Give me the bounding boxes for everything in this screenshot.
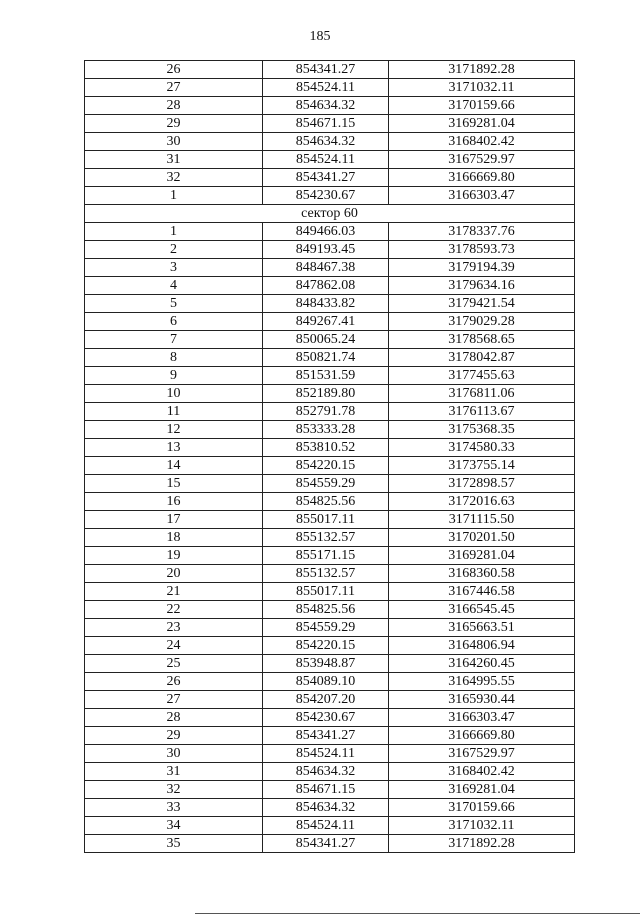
point-number-cell: 10 — [85, 385, 263, 403]
x-coordinate-cell: 855017.11 — [263, 511, 389, 529]
table-row — [85, 817, 575, 835]
y-coordinate-cell: 3169281.04 — [389, 115, 575, 133]
point-number-cell: 4 — [85, 277, 263, 295]
point-number-cell: 23 — [85, 619, 263, 637]
table-row — [85, 745, 575, 763]
point-number-cell: 26 — [85, 673, 263, 691]
x-coordinate-cell: 854341.27 — [263, 169, 389, 187]
table-row — [85, 799, 575, 817]
point-number-cell: 7 — [85, 331, 263, 349]
x-coordinate-cell: 854559.29 — [263, 475, 389, 493]
point-number-cell: 2 — [85, 241, 263, 259]
y-coordinate-cell: 3178593.73 — [389, 241, 575, 259]
point-number-cell: 33 — [85, 799, 263, 817]
x-coordinate-cell: 854341.27 — [263, 727, 389, 745]
point-number-cell: 31 — [85, 763, 263, 781]
point-number-cell: 25 — [85, 655, 263, 673]
y-coordinate-cell: 3165663.51 — [389, 619, 575, 637]
x-coordinate-cell: 854671.15 — [263, 115, 389, 133]
table-row — [85, 79, 575, 97]
x-coordinate-cell: 854825.56 — [263, 493, 389, 511]
point-number-cell: 29 — [85, 727, 263, 745]
table-row — [85, 115, 575, 133]
x-coordinate-cell: 853333.28 — [263, 421, 389, 439]
table-row — [85, 709, 575, 727]
point-number-cell: 1 — [85, 187, 263, 205]
y-coordinate-cell: 3176811.06 — [389, 385, 575, 403]
point-number-cell: 17 — [85, 511, 263, 529]
x-coordinate-cell: 854341.27 — [263, 61, 389, 79]
y-coordinate-cell: 3171892.28 — [389, 61, 575, 79]
y-coordinate-cell: 3177455.63 — [389, 367, 575, 385]
point-number-cell: 30 — [85, 133, 263, 151]
sector-label: сектор 60 — [85, 205, 575, 223]
table-row — [85, 727, 575, 745]
table-row — [85, 565, 575, 583]
x-coordinate-cell: 855132.57 — [263, 529, 389, 547]
x-coordinate-cell: 854524.11 — [263, 745, 389, 763]
x-coordinate-cell: 852791.78 — [263, 403, 389, 421]
y-coordinate-cell: 3168402.42 — [389, 133, 575, 151]
point-number-cell: 31 — [85, 151, 263, 169]
table-row — [85, 241, 575, 259]
y-coordinate-cell: 3167446.58 — [389, 583, 575, 601]
point-number-cell: 28 — [85, 97, 263, 115]
table-row — [85, 619, 575, 637]
y-coordinate-cell: 3164806.94 — [389, 637, 575, 655]
table-row — [85, 673, 575, 691]
table-row — [85, 529, 575, 547]
table-row — [85, 223, 575, 241]
table-row — [85, 493, 575, 511]
x-coordinate-cell: 853948.87 — [263, 655, 389, 673]
table-row — [85, 133, 575, 151]
x-coordinate-cell: 854207.20 — [263, 691, 389, 709]
point-number-cell: 29 — [85, 115, 263, 133]
table-row — [85, 97, 575, 115]
table-row — [85, 313, 575, 331]
table-row — [85, 583, 575, 601]
point-number-cell: 34 — [85, 817, 263, 835]
x-coordinate-cell: 849466.03 — [263, 223, 389, 241]
y-coordinate-cell: 3170201.50 — [389, 529, 575, 547]
point-number-cell: 8 — [85, 349, 263, 367]
point-number-cell: 11 — [85, 403, 263, 421]
y-coordinate-cell: 3168360.58 — [389, 565, 575, 583]
point-number-cell: 18 — [85, 529, 263, 547]
y-coordinate-cell: 3171892.28 — [389, 835, 575, 853]
x-coordinate-cell: 854825.56 — [263, 601, 389, 619]
x-coordinate-cell: 850821.74 — [263, 349, 389, 367]
table-row — [85, 637, 575, 655]
table-row — [85, 547, 575, 565]
x-coordinate-cell: 855171.15 — [263, 547, 389, 565]
y-coordinate-cell: 3167529.97 — [389, 745, 575, 763]
table-row — [85, 277, 575, 295]
sector-header-row — [85, 205, 575, 223]
x-coordinate-cell: 854634.32 — [263, 763, 389, 781]
point-number-cell: 16 — [85, 493, 263, 511]
x-coordinate-cell: 854230.67 — [263, 187, 389, 205]
table-row — [85, 331, 575, 349]
point-number-cell: 14 — [85, 457, 263, 475]
table-row — [85, 763, 575, 781]
x-coordinate-cell: 850065.24 — [263, 331, 389, 349]
table-row — [85, 187, 575, 205]
point-number-cell: 32 — [85, 781, 263, 799]
point-number-cell: 32 — [85, 169, 263, 187]
x-coordinate-cell: 851531.59 — [263, 367, 389, 385]
x-coordinate-cell: 854341.27 — [263, 835, 389, 853]
y-coordinate-cell: 3179421.54 — [389, 295, 575, 313]
page-number: 185 — [309, 29, 331, 44]
point-number-cell: 20 — [85, 565, 263, 583]
point-number-cell: 19 — [85, 547, 263, 565]
point-number-cell: 24 — [85, 637, 263, 655]
point-number-cell: 6 — [85, 313, 263, 331]
table-row — [85, 655, 575, 673]
table-row — [85, 421, 575, 439]
table-row — [85, 367, 575, 385]
point-number-cell: 30 — [85, 745, 263, 763]
point-number-cell: 35 — [85, 835, 263, 853]
y-coordinate-cell: 3166303.47 — [389, 709, 575, 727]
x-coordinate-cell: 854634.32 — [263, 799, 389, 817]
y-coordinate-cell: 3179194.39 — [389, 259, 575, 277]
table-row — [85, 349, 575, 367]
table-row — [85, 475, 575, 493]
x-coordinate-cell: 854220.15 — [263, 457, 389, 475]
y-coordinate-cell: 3169281.04 — [389, 781, 575, 799]
table-row — [85, 835, 575, 853]
point-number-cell: 12 — [85, 421, 263, 439]
x-coordinate-cell: 848467.38 — [263, 259, 389, 277]
x-coordinate-cell: 854671.15 — [263, 781, 389, 799]
x-coordinate-cell: 852189.80 — [263, 385, 389, 403]
table-row — [85, 439, 575, 457]
x-coordinate-cell: 849193.45 — [263, 241, 389, 259]
coordinates-table — [84, 60, 575, 853]
y-coordinate-cell: 3166545.45 — [389, 601, 575, 619]
y-coordinate-cell: 3171032.11 — [389, 817, 575, 835]
y-coordinate-cell: 3174580.33 — [389, 439, 575, 457]
x-coordinate-cell: 854524.11 — [263, 79, 389, 97]
point-number-cell: 27 — [85, 691, 263, 709]
y-coordinate-cell: 3173755.14 — [389, 457, 575, 475]
point-number-cell: 22 — [85, 601, 263, 619]
x-coordinate-cell: 853810.52 — [263, 439, 389, 457]
coordinates-table-body — [85, 61, 575, 853]
y-coordinate-cell: 3170159.66 — [389, 97, 575, 115]
table-row — [85, 61, 575, 79]
x-coordinate-cell: 854634.32 — [263, 133, 389, 151]
y-coordinate-cell: 3168402.42 — [389, 763, 575, 781]
point-number-cell: 26 — [85, 61, 263, 79]
table-row — [85, 151, 575, 169]
point-number-cell: 5 — [85, 295, 263, 313]
page-bottom-rule — [195, 913, 640, 914]
table-row — [85, 295, 575, 313]
point-number-cell: 27 — [85, 79, 263, 97]
y-coordinate-cell: 3166669.80 — [389, 727, 575, 745]
x-coordinate-cell: 854220.15 — [263, 637, 389, 655]
y-coordinate-cell: 3167529.97 — [389, 151, 575, 169]
x-coordinate-cell: 854089.10 — [263, 673, 389, 691]
x-coordinate-cell: 855132.57 — [263, 565, 389, 583]
y-coordinate-cell: 3164260.45 — [389, 655, 575, 673]
y-coordinate-cell: 3166669.80 — [389, 169, 575, 187]
y-coordinate-cell: 3171032.11 — [389, 79, 575, 97]
x-coordinate-cell: 854524.11 — [263, 151, 389, 169]
table-row — [85, 385, 575, 403]
y-coordinate-cell: 3172016.63 — [389, 493, 575, 511]
table-row — [85, 259, 575, 277]
point-number-cell: 1 — [85, 223, 263, 241]
y-coordinate-cell: 3172898.57 — [389, 475, 575, 493]
y-coordinate-cell: 3178337.76 — [389, 223, 575, 241]
y-coordinate-cell: 3169281.04 — [389, 547, 575, 565]
x-coordinate-cell: 848433.82 — [263, 295, 389, 313]
y-coordinate-cell: 3176113.67 — [389, 403, 575, 421]
x-coordinate-cell: 854634.32 — [263, 97, 389, 115]
point-number-cell: 21 — [85, 583, 263, 601]
table-row — [85, 781, 575, 799]
x-coordinate-cell: 855017.11 — [263, 583, 389, 601]
x-coordinate-cell: 854524.11 — [263, 817, 389, 835]
y-coordinate-cell: 3178568.65 — [389, 331, 575, 349]
y-coordinate-cell: 3170159.66 — [389, 799, 575, 817]
table-row — [85, 691, 575, 709]
y-coordinate-cell: 3164995.55 — [389, 673, 575, 691]
table-row — [85, 403, 575, 421]
point-number-cell: 28 — [85, 709, 263, 727]
y-coordinate-cell: 3178042.87 — [389, 349, 575, 367]
y-coordinate-cell: 3166303.47 — [389, 187, 575, 205]
x-coordinate-cell: 847862.08 — [263, 277, 389, 295]
x-coordinate-cell: 849267.41 — [263, 313, 389, 331]
x-coordinate-cell: 854559.29 — [263, 619, 389, 637]
table-row — [85, 601, 575, 619]
table-row — [85, 457, 575, 475]
point-number-cell: 15 — [85, 475, 263, 493]
y-coordinate-cell: 3165930.44 — [389, 691, 575, 709]
point-number-cell: 13 — [85, 439, 263, 457]
x-coordinate-cell: 854230.67 — [263, 709, 389, 727]
point-number-cell: 9 — [85, 367, 263, 385]
y-coordinate-cell: 3175368.35 — [389, 421, 575, 439]
table-row — [85, 169, 575, 187]
y-coordinate-cell: 3179029.28 — [389, 313, 575, 331]
table-row — [85, 511, 575, 529]
y-coordinate-cell: 3179634.16 — [389, 277, 575, 295]
y-coordinate-cell: 3171115.50 — [389, 511, 575, 529]
point-number-cell: 3 — [85, 259, 263, 277]
